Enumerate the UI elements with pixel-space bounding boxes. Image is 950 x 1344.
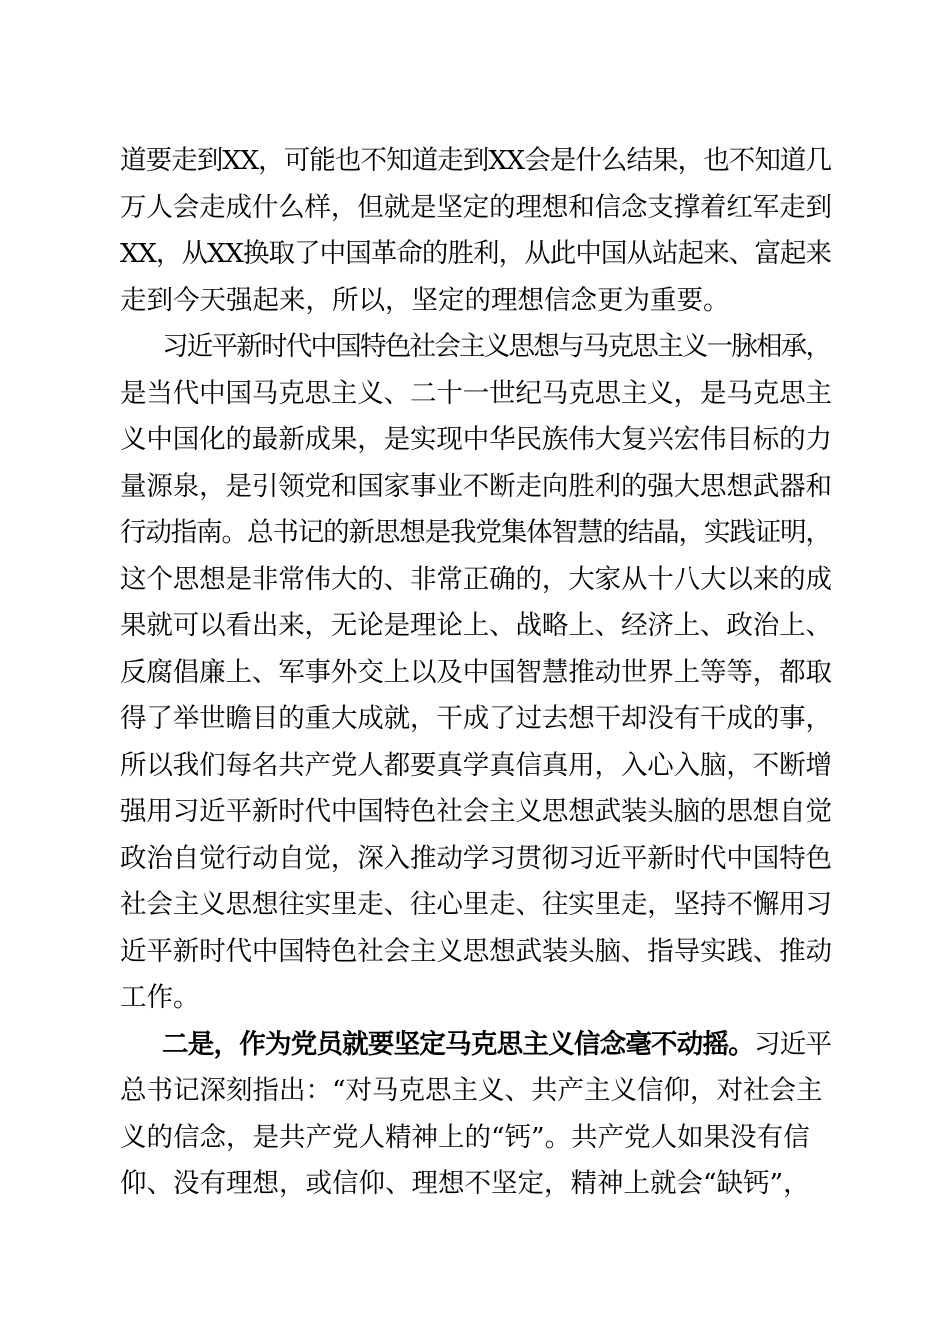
text-run: 习近平 bbox=[754, 1028, 832, 1060]
text-line: 道要走到XX，可能也不知道走到XX会是什么结果，也不知道几 bbox=[120, 145, 832, 176]
text-line: 得了举世瞻目的重大成就，干成了过去想干却没有干成的事， bbox=[120, 703, 832, 734]
paragraph-3 bbox=[120, 1022, 832, 1208]
text-line: 工作。 bbox=[120, 982, 200, 1013]
section-heading: 二是，作为党员就要坚定马克思主义信念毫不动摇。 bbox=[162, 1028, 755, 1060]
text-line: XX，从XX换取了中国革命的胜利，从此中国从站起来、富起来 bbox=[120, 238, 832, 269]
text-line: 习近平新时代中国特色社会主义思想与马克思主义一脉相承， bbox=[162, 331, 831, 362]
text-line: 所以我们每名共产党人都要真学真信真用，入心入脑，不断增 bbox=[120, 749, 832, 781]
document-body bbox=[120, 138, 832, 1208]
paragraph-2 bbox=[120, 324, 832, 1022]
text-line: 仰、没有理想，或信仰、理想不坚定，精神上就会“缺钙”， bbox=[120, 1168, 810, 1199]
text-line: 强用习近平新时代中国特色社会主义思想武装头脑的思想自觉 bbox=[120, 796, 832, 827]
text-line: 走到今天强起来，所以，坚定的理想信念更为重要。 bbox=[120, 284, 730, 316]
text-line: 万人会走成什么样，但就是坚定的理想和信念支撑着红军走到 bbox=[120, 191, 832, 223]
text-line: 量源泉，是引领党和国家事业不断走向胜利的强大思想武器和 bbox=[120, 470, 832, 502]
text-line bbox=[120, 1022, 832, 1069]
text-line: 果就可以看出来，无论是理论上、战略上、经济上、政治上、 bbox=[120, 610, 832, 641]
text-line: 义中国化的最新成果，是实现中华民族伟大复兴宏伟目标的力 bbox=[120, 424, 832, 455]
text-line: 社会主义思想往实里走、往心里走、往实里走，坚持不懈用习 bbox=[120, 889, 832, 920]
text-line: 政治自觉行动自觉，深入推动学习贯彻习近平新时代中国特色 bbox=[120, 842, 832, 874]
text-line: 这个思想是非常伟大的、非常正确的，大家从十八大以来的成 bbox=[120, 563, 832, 595]
text-line: 总书记深刻指出：“对马克思主义、共产主义信仰，对社会主 bbox=[120, 1075, 823, 1106]
text-line: 义的信念，是共产党人精神上的“钙”。共产党人如果没有信 bbox=[120, 1121, 810, 1153]
text-line: 是当代中国马克思主义、二十一世纪马克思主义，是马克思主 bbox=[120, 377, 832, 409]
text-line: 行动指南。总书记的新思想是我党集体智慧的结晶，实践证明， bbox=[120, 517, 831, 548]
text-line: 反腐倡廉上、军事外交上以及中国智慧推动世界上等等，都取 bbox=[120, 656, 832, 688]
paragraph-1 bbox=[120, 138, 832, 324]
text-line: 近平新时代中国特色社会主义思想武装头脑、指导实践、推动 bbox=[120, 935, 832, 967]
